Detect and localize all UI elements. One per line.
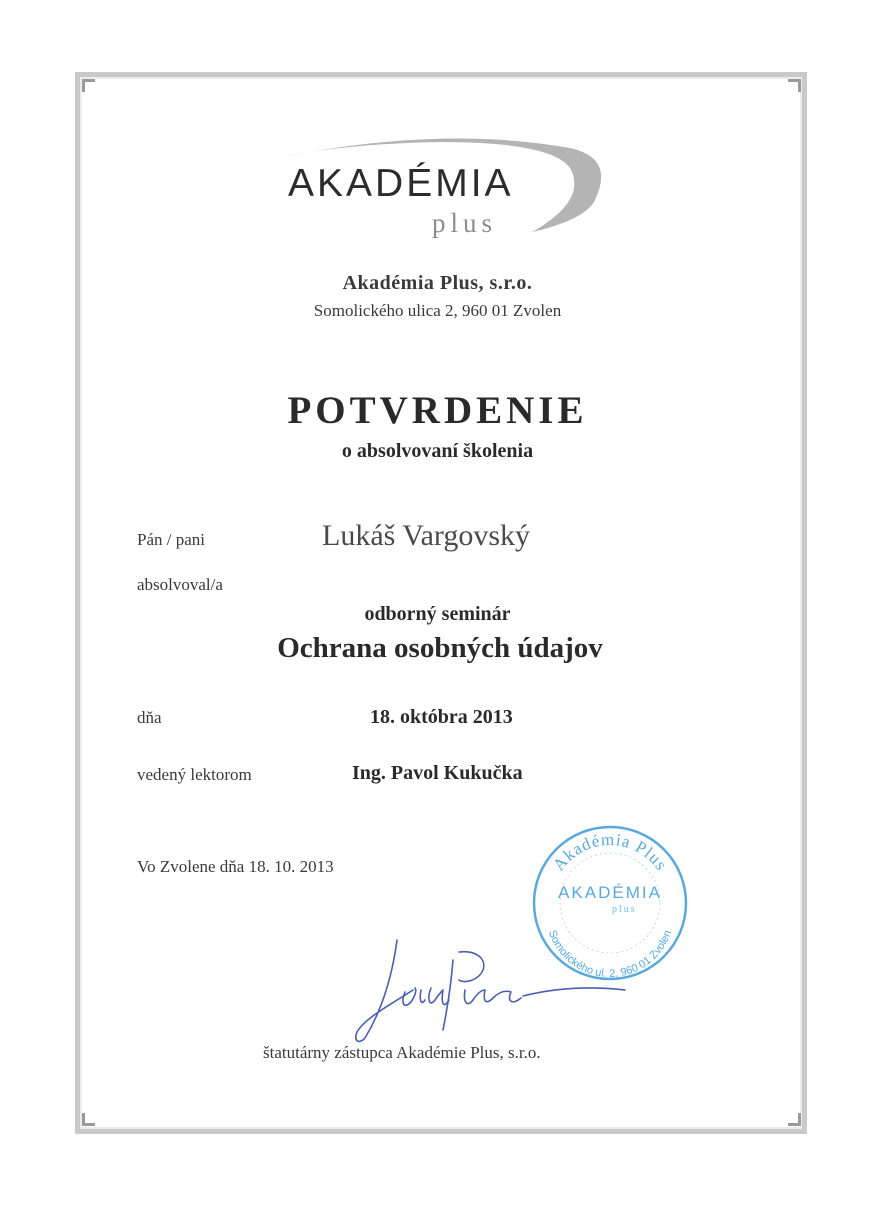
stamp-ring-bottom-text: Somolického ul. 2, 960 01 Zvolen bbox=[545, 928, 675, 981]
document-title: POTVRDENIE bbox=[287, 389, 588, 432]
stamp-ring-top-text: Akadémia Plus bbox=[549, 829, 672, 875]
akademia-plus-logo bbox=[270, 130, 610, 250]
handwritten-signature bbox=[335, 930, 635, 1050]
document-subtitle: o absolvovaní školenia bbox=[341, 440, 534, 462]
stamp-logo-main: AKADÉMIA bbox=[558, 883, 662, 902]
completed-label: absolvoval/a bbox=[137, 575, 223, 594]
corner-ornament-top-right bbox=[788, 79, 801, 92]
company-name: Akadémia Plus, s.r.o. bbox=[342, 272, 533, 294]
lecturer-label: vedený lektorom bbox=[137, 765, 252, 784]
signatory-title: štatutárny zástupca Akadémie Plus, s.r.o. bbox=[263, 1043, 541, 1062]
seminar-name: Ochrana osobných údajov bbox=[277, 632, 603, 664]
logo-subword: plus bbox=[432, 208, 498, 238]
corner-ornament-bottom-left bbox=[82, 1113, 95, 1126]
seminar-type: odborný seminár bbox=[364, 603, 511, 625]
stamp-logo-sub: plus bbox=[612, 904, 637, 915]
place-and-date: Vo Zvolene dňa 18. 10. 2013 bbox=[137, 857, 334, 876]
corner-ornament-top-left bbox=[82, 79, 95, 92]
lecturer-name: Ing. Pavol Kukučka bbox=[352, 762, 523, 784]
logo-wordmark: AKADÉMIA bbox=[288, 162, 514, 205]
participant-name: Lukáš Vargovský bbox=[322, 519, 531, 552]
seminar-date: 18. októbra 2013 bbox=[370, 706, 513, 728]
corner-ornament-bottom-right bbox=[788, 1113, 801, 1126]
name-label: Pán / pani bbox=[137, 530, 205, 549]
company-address: Somolického ulica 2, 960 01 Zvolen bbox=[313, 301, 562, 320]
date-label: dňa bbox=[137, 708, 162, 727]
